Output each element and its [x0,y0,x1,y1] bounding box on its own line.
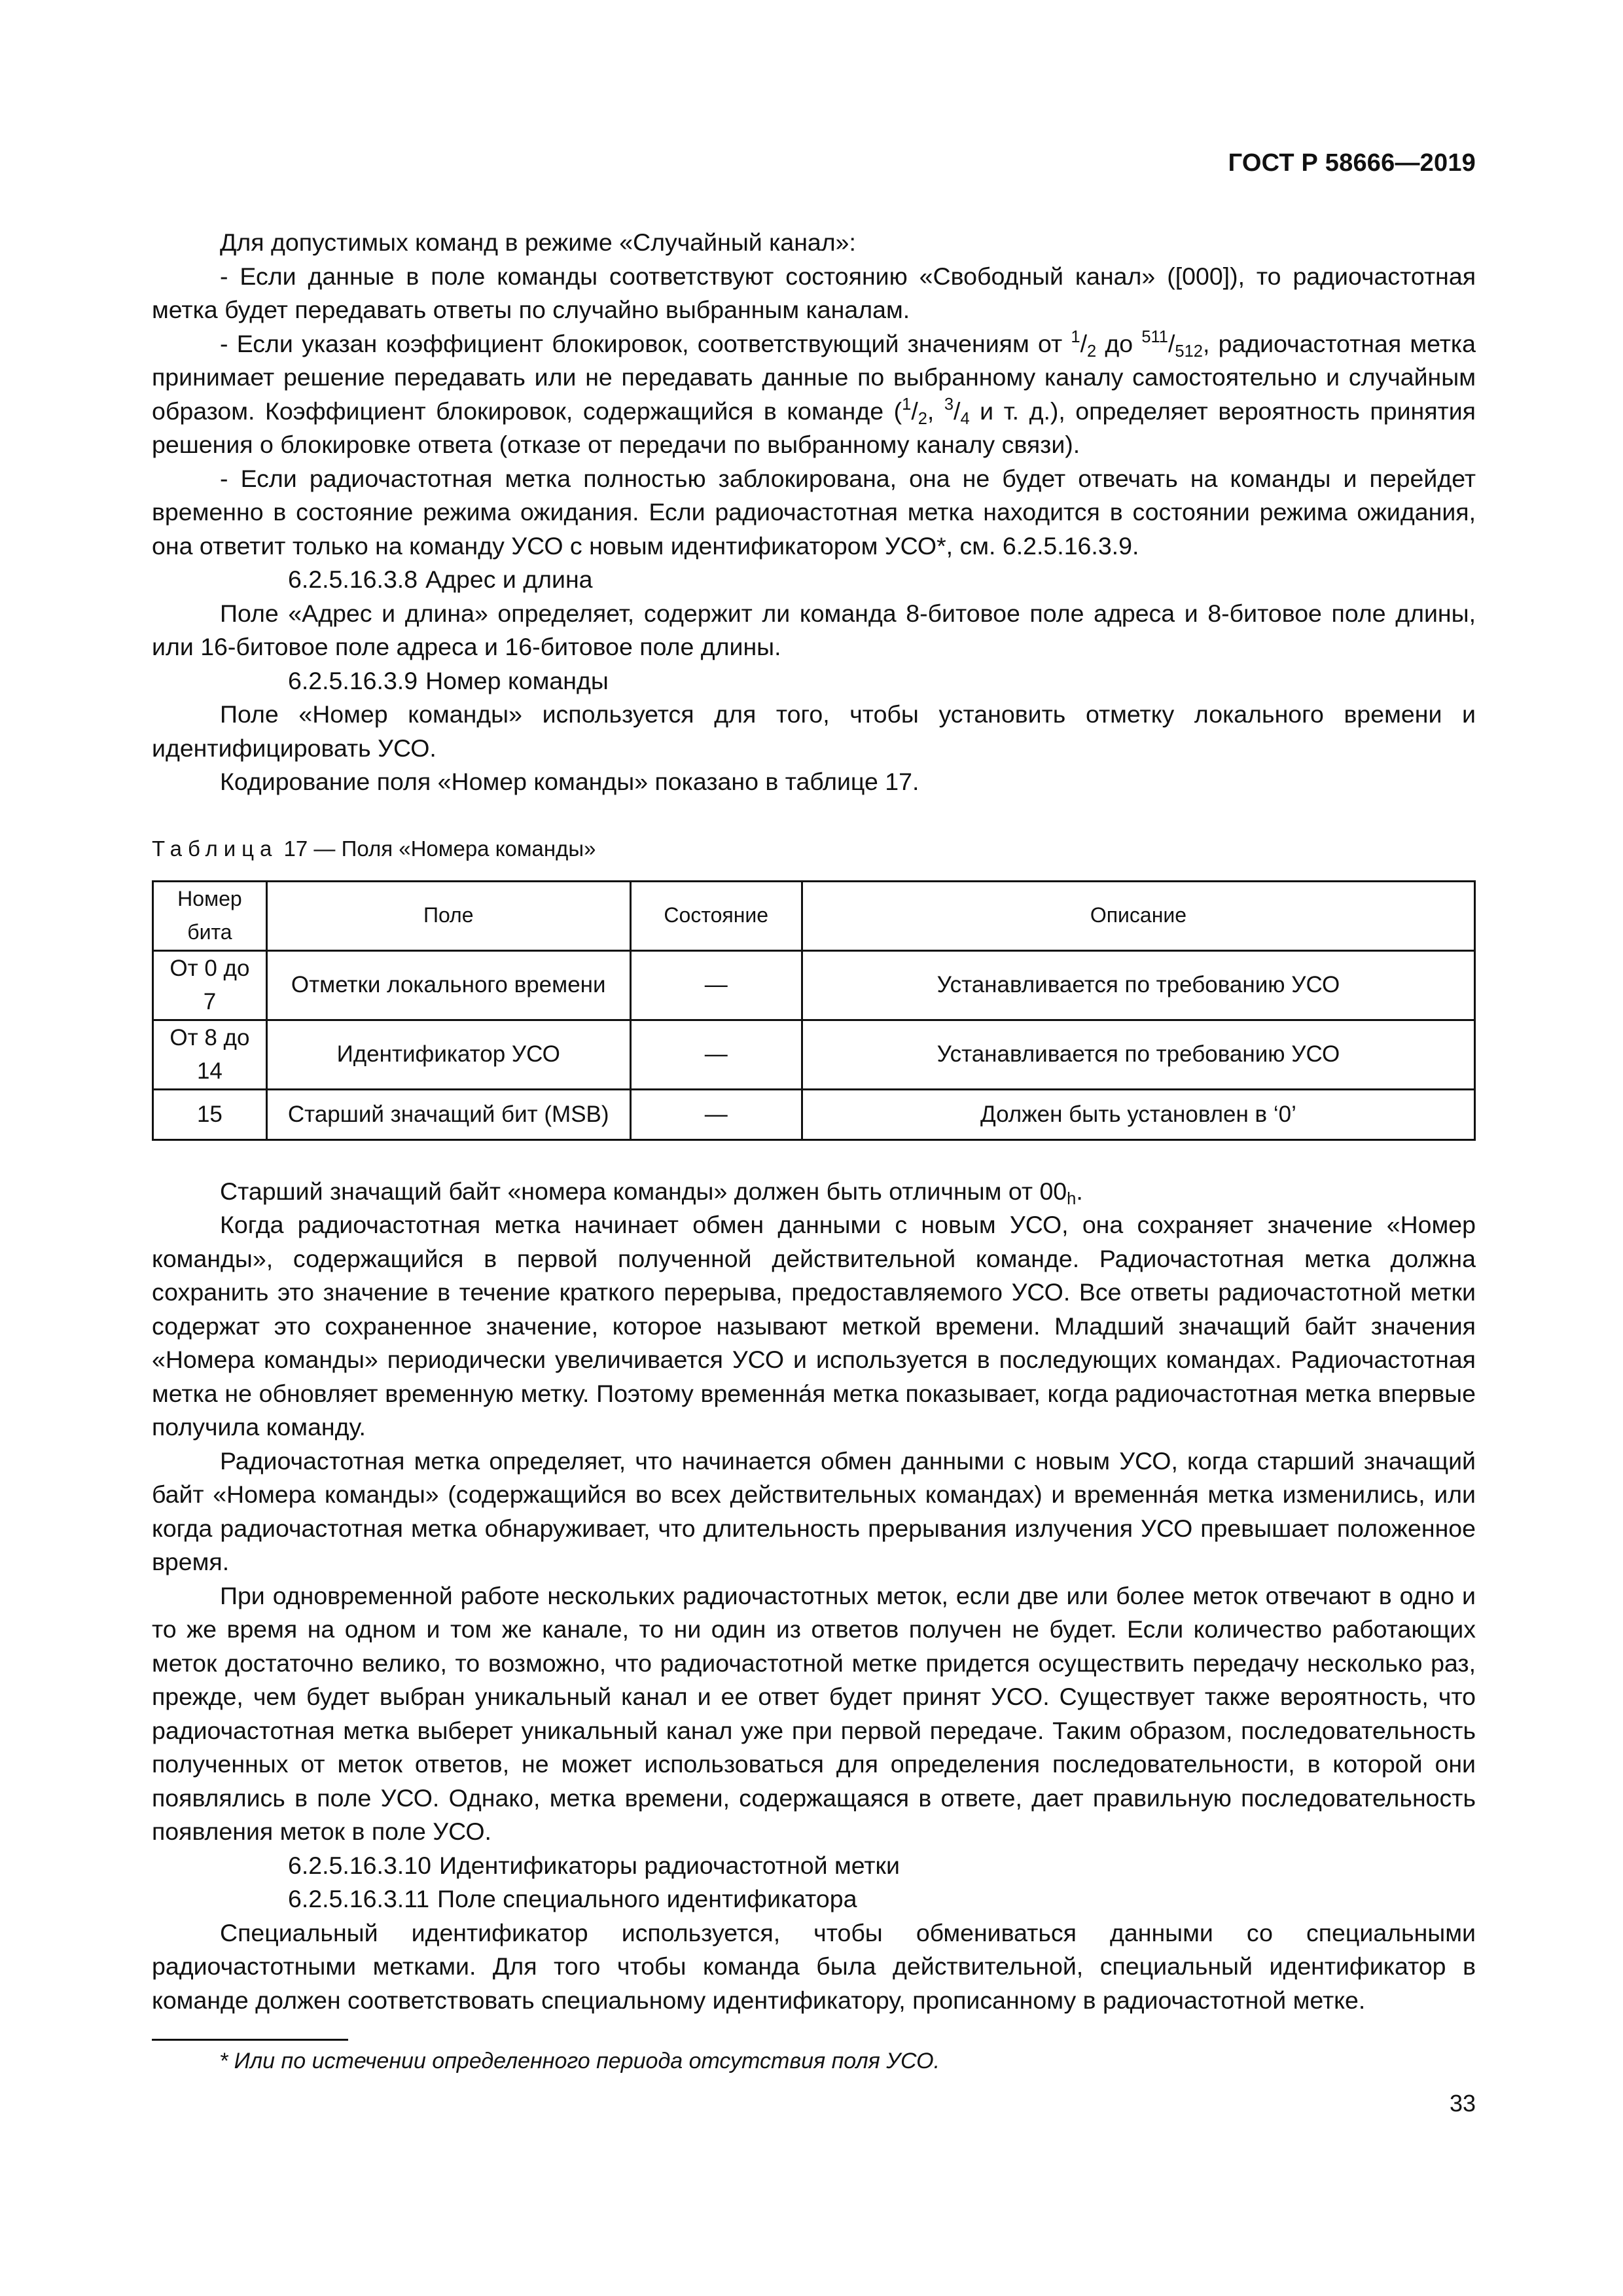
section-3-11-text: Специальный идентификатор используется, чтобы обмениваться данными со специальными радиочастотными метками. Для того чтобы команда была действительной, специальный идентификатор в команде должен соответствовать специальному идентификатору, прописанному в радиочастотной метке. [152,1918,1476,2014]
section-3-8-text: Поле «Адрес и длина» определяет, содержит ли команда 8-битовое поле адреса и 8-битовое поле длины, или 16-битовое поле адреса и 16-битовое поле длины. [152,599,1476,660]
section-heading-3-9 [152,664,1476,698]
table-cell: — [630,950,802,1020]
table-cell: — [630,1020,802,1089]
table-caption: Таблица 17 — Поля «Номера команды» [152,836,596,861]
header-cell-state: Состояние [630,881,802,950]
random-channel-intro: Для допустимых команд в режиме «Случайный канал»: [220,228,856,256]
header-cell-field: Поле [266,881,630,950]
msb-paragraph: Старший значащий байт «номера команды» должен быть отличным от $00_h$. [220,1177,1083,1209]
table-cell: Должен быть установлен в ‘0’ [802,1089,1474,1139]
footnote-divider [152,2039,348,2041]
random-channel-item-2: - Если указан коэффициент блокировок, соответствующий значениям от $^1/_2$ до $^{511}/_{512}$, радиочастотная метка принимает решение передавать или не передавать данные по выбранному каналу самостоятельно и случайным образом. Коэффициент блокировок, содержащийся в команде ($^1/_2$, $^3/_4$ и т. д.), определяет вероятность принятия решения о блокировке ответа (отказе от передачи по выбранному каналу связи). [152,328,1476,458]
section-heading-3-8 [152,563,1476,597]
table-cell: Отметки локального времени [266,950,630,1020]
table-cell: Идентификатор УСО [266,1020,630,1089]
standard-header: ГОСТ Р 58666—2019 [1228,149,1476,177]
table-row [153,950,1475,1020]
section-title: Адрес и длина [425,565,593,593]
section-title: Поле специального идентификатора [437,1885,857,1912]
section-number: 6.2.5.16.3.10 [288,1851,431,1879]
footnote: * Или по истечении определенного периода отсутствия поля УСО. [219,2049,940,2073]
section-heading-3-10 [152,1849,1476,1883]
section-heading-3-11 [152,1882,1476,1916]
section-number: 6.2.5.16.3.8 [288,565,418,593]
table-cell: Устанавливается по требованию УСО [802,950,1474,1020]
header-cell-bit-number: Номер бита [153,881,267,950]
table-cell: 15 [153,1089,267,1139]
section-number: 6.2.5.16.3.9 [288,666,418,694]
random-channel-item-3: - Если радиочастотная метка полностью заблокирована, она не будет отвечать на команды и перейдет временно в состояние режима ожидания. Если радиочастотная метка находится в состоянии режима ожидания, она ответит только на команду УСО с новым идентификатором УСО*, см. 6.2.5.16.3.9. [152,464,1476,560]
random-channel-item-1: - Если данные в поле команды соответствуют состоянию «Свободный канал» ([000]), то радиочастотная метка будет передавать ответы по случайно выбранным каналам. [152,262,1476,323]
table-cell: От 0 до 7 [153,950,267,1020]
section-3-9-text: Поле «Номер команды» используется для того, чтобы установить отметку локального времени и идентифицировать УСО. [152,700,1476,762]
table-row [153,1089,1475,1139]
table-header-row [153,881,1475,950]
table-cell: Старший значащий бит (MSB) [266,1089,630,1139]
section-title: Номер команды [425,666,609,694]
timestamp-paragraph: Когда радиочастотная метка начинает обмен данными с новым УСО, она сохраняет значение «Номер команды», содержащийся в первой полученной действительной команде. Радиочастотная метка должна сохранить это значение в течение краткого перерыва, предоставляемого УСО. Все ответы радиочастотной метки содержат это сохраненное значение, которое называют меткой времени. Младший значащий байт значения «Номера команды» периодически увеличивается УСО и используется в последующих командах. Радиочастотная метка не обновляет временную метку. Поэтому временна́я метка показывает, когда радиочастотная метка впервые получила команду. [152,1211,1476,1441]
section-number: 6.2.5.16.3.11 [288,1885,430,1912]
table-cell: От 8 до 14 [153,1020,267,1089]
page-number: 33 [1449,2090,1476,2117]
header-cell-description: Описание [802,881,1474,950]
table-row [153,1020,1475,1089]
section-title: Идентификаторы радиочастотной метки [438,1851,900,1879]
command-number-table [152,880,1476,1141]
collision-paragraph: При одновременной работе нескольких радиочастотных меток, если две или более меток отвечают в одно и то же время на одном и том же канале, то ни один из ответов получен не будет. Если количество работающих меток достаточно велико, то возможно, что радиочастотной метке придется осуществить передачу несколько раз, прежде, чем будет выбран уникальный канал и ее ответ будет принят УСО. Существует также вероятность, что радиочастотная метка выберет уникальный канал уже при первой передаче. Таким образом, последовательность полученных от меток ответов, не может использоваться для определения последовательности, в которой они появлялись в поле УСО. Однако, метка времени, содержащаяся в ответе, дает правильную последовательность появления меток в поле УСО. [152,1581,1476,1845]
new-exchange-paragraph: Радиочастотная метка определяет, что начинается обмен данными с новым УСО, когда старший значащий байт «Номера команды» (содержащийся во всех действительных командах) и временна́я метка изменились, или когда радиочастотная метка обнаруживает, что длительность прерывания излучения УСО превышает положенное время. [152,1446,1476,1575]
table-cell: — [630,1089,802,1139]
table-reference: Кодирование поля «Номер команды» показано в таблице 17. [220,768,919,795]
document-body [152,226,1476,2017]
table-cell: Устанавливается по требованию УСО [802,1020,1474,1089]
